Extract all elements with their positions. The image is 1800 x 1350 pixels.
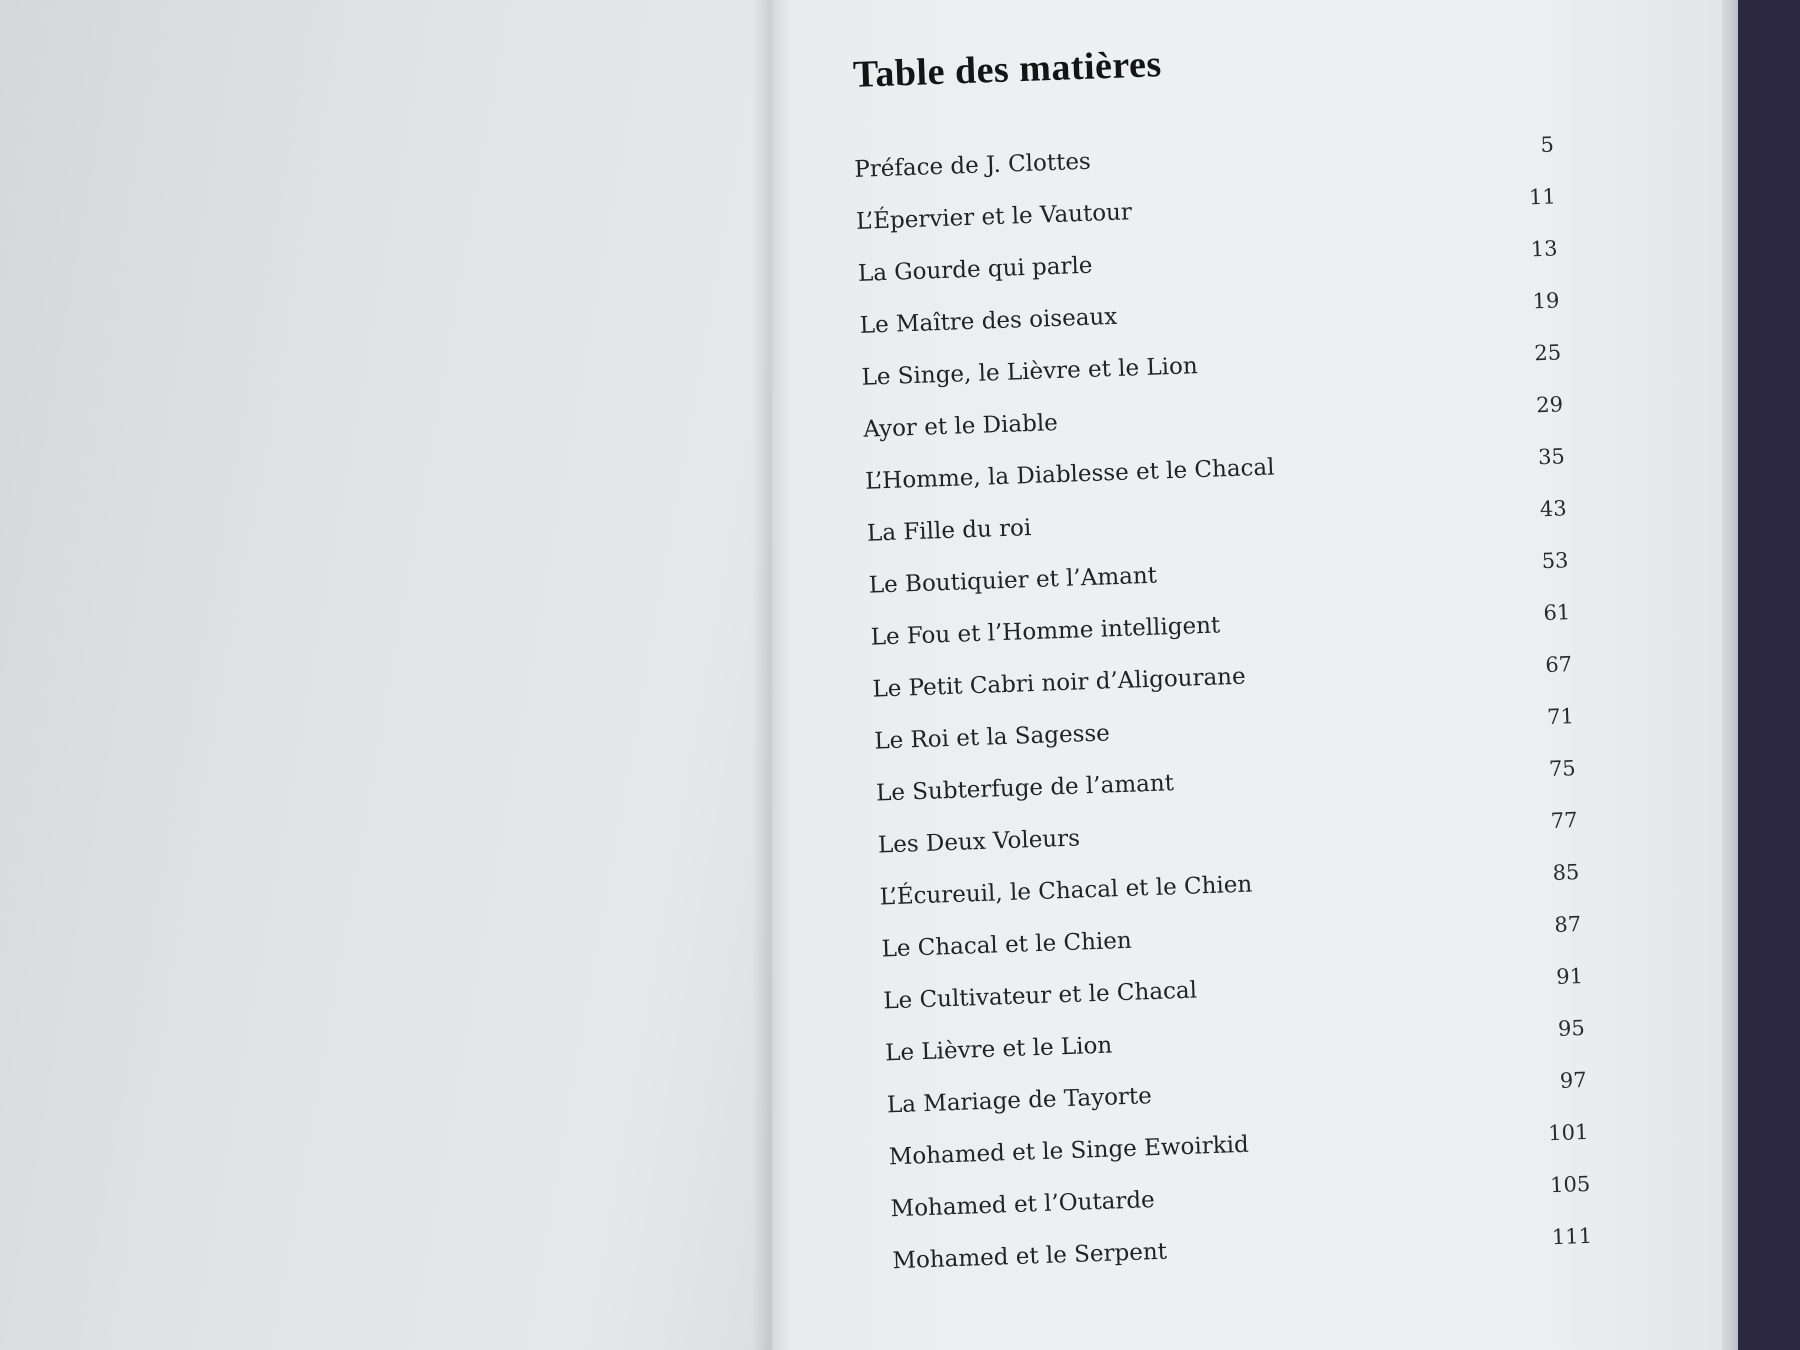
toc-entry-title: L’Épervier et le Vautour (855, 199, 1133, 235)
toc-entry-page-number: 111 (1551, 1223, 1593, 1250)
toc-entry-title: Préface de J. Clottes (853, 148, 1092, 183)
table-of-contents (850, 21, 1594, 1305)
toc-entry-title: Le Cultivateur et le Chacal (882, 977, 1198, 1015)
toc-entry-title: Le Lièvre et le Lion (884, 1032, 1113, 1067)
toc-entry-page-number: 67 (1544, 652, 1573, 678)
toc-entry-page-number: 101 (1547, 1119, 1589, 1146)
toc-entry-title: La Gourde qui parle (857, 252, 1093, 287)
toc-entry-title: Le Subterfuge de l’amant (875, 770, 1175, 807)
toc-entry-page-number: 87 (1553, 912, 1582, 937)
toc-entry-page-number: 91 (1555, 963, 1584, 989)
toc-entry-title: Les Deux Voleurs (877, 825, 1081, 859)
toc-entry-title: Le Petit Cabri noir d’Aligourane (872, 663, 1247, 703)
toc-entry-page-number: 43 (1539, 496, 1568, 522)
toc-entry-title: Le Boutiquier et l’Amant (868, 562, 1158, 599)
toc-entry-title: Ayor et le Diable (862, 409, 1059, 443)
blank-left-page (0, 0, 772, 1350)
toc-entry-page-number: 11 (1528, 184, 1557, 210)
toc-entry-page-number: 85 (1552, 860, 1580, 885)
toc-entry-page-number: 19 (1532, 288, 1560, 314)
toc-entry-title: L’Écureuil, le Chacal et le Chien (879, 871, 1253, 911)
book-gutter (752, 0, 792, 1350)
toc-entry-page-number: 97 (1559, 1067, 1587, 1093)
toc-entry-title: Le Fou et l’Homme intelligent (870, 612, 1221, 651)
toc-entry-page-number: 95 (1557, 1015, 1586, 1041)
toc-entry-title: Le Singe, le Lièvre et le Lion (861, 353, 1199, 391)
toc-entry-title: Le Maître des oiseaux (859, 303, 1118, 339)
toc-entry-page-number: 13 (1530, 236, 1558, 262)
toc-entry-page-number: 5 (1540, 132, 1555, 157)
toc-entry-page-number: 35 (1537, 444, 1566, 470)
toc-entry-page-number: 75 (1548, 756, 1577, 782)
toc-entry-page-number: 61 (1543, 600, 1571, 626)
toc-entry-title: La Mariage de Tayorte (886, 1083, 1153, 1119)
toc-entry-page-number: 71 (1546, 704, 1575, 730)
toc-entry-page-number: 53 (1541, 548, 1569, 574)
toc-list (854, 133, 1593, 1301)
toc-entry-title: Mohamed et le Singe Ewoirkid (888, 1131, 1250, 1171)
toc-entry-page-number: 25 (1534, 340, 1562, 366)
toc-entry-title: Mohamed et le Serpent (892, 1238, 1168, 1275)
toc-entry-page-number: 77 (1550, 808, 1578, 834)
toc-entry-title: La Fille du roi (866, 514, 1032, 547)
toc-entry-title: Le Chacal et le Chien (881, 927, 1133, 963)
toc-entry-title: Mohamed et l’Outarde (890, 1187, 1156, 1223)
page-edge (1722, 0, 1738, 1350)
toc-entry-title: L’Homme, la Diablesse et le Chacal (864, 454, 1275, 495)
toc-entry-page-number: 105 (1549, 1171, 1591, 1198)
toc-title: Table des matières (852, 43, 1163, 96)
toc-entry-title: Le Roi et la Sagesse (873, 720, 1111, 755)
toc-entry-page-number: 29 (1535, 392, 1564, 418)
